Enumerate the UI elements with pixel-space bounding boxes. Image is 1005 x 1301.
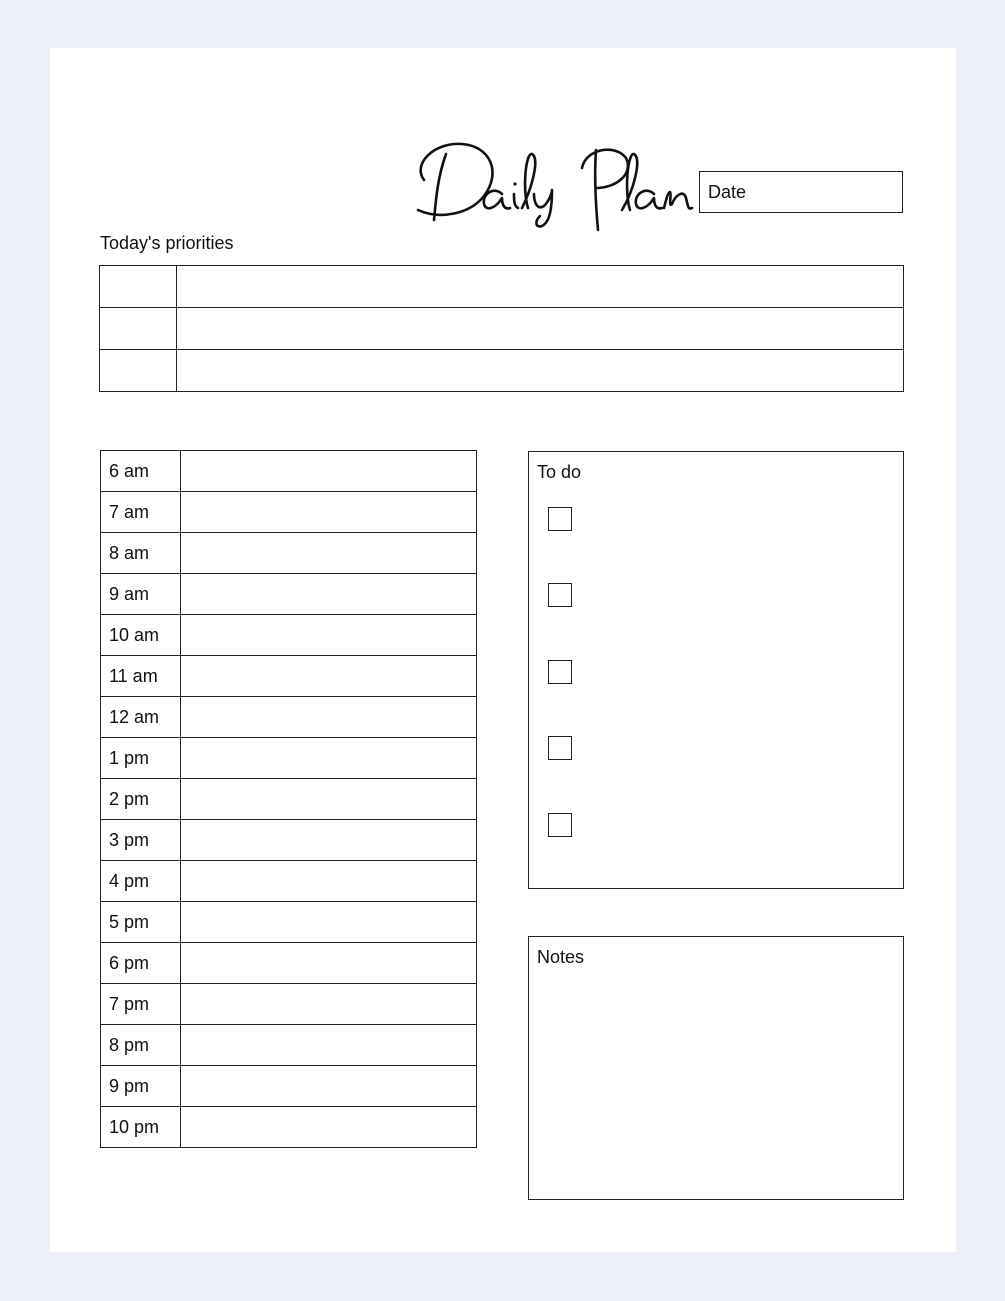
priority-row[interactable] xyxy=(100,308,904,350)
todo-checkbox[interactable] xyxy=(548,660,572,684)
time-label: 8 pm xyxy=(101,1025,181,1066)
hourly-schedule-table xyxy=(100,450,477,1148)
schedule-row xyxy=(101,943,477,984)
schedule-row xyxy=(101,697,477,738)
script-title-lettering xyxy=(410,128,700,240)
schedule-entry-cell[interactable] xyxy=(181,574,477,615)
time-label: 3 pm xyxy=(101,820,181,861)
page-title xyxy=(410,128,700,240)
schedule-entry-cell[interactable] xyxy=(181,615,477,656)
planner-page xyxy=(50,48,956,1252)
schedule-row xyxy=(101,984,477,1025)
priority-number-cell[interactable] xyxy=(100,350,177,392)
date-field[interactable] xyxy=(699,171,903,213)
schedule-row xyxy=(101,615,477,656)
time-label: 7 am xyxy=(101,492,181,533)
schedule-row xyxy=(101,738,477,779)
time-label: 8 am xyxy=(101,533,181,574)
schedule-entry-cell[interactable] xyxy=(181,1025,477,1066)
todo-checkbox[interactable] xyxy=(548,813,572,837)
time-label: 5 pm xyxy=(101,902,181,943)
schedule-entry-cell[interactable] xyxy=(181,492,477,533)
schedule-row xyxy=(101,656,477,697)
notes-box[interactable] xyxy=(528,936,904,1200)
schedule-row xyxy=(101,1066,477,1107)
schedule-row xyxy=(101,451,477,492)
schedule-entry-cell[interactable] xyxy=(181,738,477,779)
time-label: 2 pm xyxy=(101,779,181,820)
todo-checkbox[interactable] xyxy=(548,583,572,607)
schedule-row xyxy=(101,533,477,574)
priority-row[interactable] xyxy=(100,266,904,308)
priorities-table xyxy=(99,265,904,392)
time-label: 10 am xyxy=(101,615,181,656)
date-label: Date xyxy=(708,182,747,202)
schedule-entry-cell[interactable] xyxy=(181,820,477,861)
time-label: 1 pm xyxy=(101,738,181,779)
schedule-entry-cell[interactable] xyxy=(181,902,477,943)
schedule-entry-cell[interactable] xyxy=(181,697,477,738)
schedule-row xyxy=(101,902,477,943)
priority-text-cell[interactable] xyxy=(177,266,904,308)
schedule-entry-cell[interactable] xyxy=(181,451,477,492)
time-label: 12 am xyxy=(101,697,181,738)
priority-number-cell[interactable] xyxy=(100,308,177,350)
todo-box xyxy=(528,451,904,889)
schedule-entry-cell[interactable] xyxy=(181,1107,477,1148)
time-label: 10 pm xyxy=(101,1107,181,1148)
schedule-row xyxy=(101,779,477,820)
schedule-entry-cell[interactable] xyxy=(181,943,477,984)
priority-text-cell[interactable] xyxy=(177,350,904,392)
schedule-row xyxy=(101,861,477,902)
time-label: 4 pm xyxy=(101,861,181,902)
priority-text-cell[interactable] xyxy=(177,308,904,350)
schedule-entry-cell[interactable] xyxy=(181,779,477,820)
schedule-row xyxy=(101,492,477,533)
time-label: 9 pm xyxy=(101,1066,181,1107)
notes-label: Notes xyxy=(537,947,585,967)
schedule-row xyxy=(101,574,477,615)
schedule-row xyxy=(101,1107,477,1148)
time-label: 11 am xyxy=(101,656,181,697)
schedule-row xyxy=(101,1025,477,1066)
priority-row[interactable] xyxy=(100,350,904,392)
priority-number-cell[interactable] xyxy=(100,266,177,308)
todo-label: To do xyxy=(537,462,582,482)
time-label: 6 pm xyxy=(101,943,181,984)
todo-checkbox[interactable] xyxy=(548,736,572,760)
time-label: 6 am xyxy=(101,451,181,492)
time-label: 7 pm xyxy=(101,984,181,1025)
todo-checkbox[interactable] xyxy=(548,507,572,531)
schedule-entry-cell[interactable] xyxy=(181,861,477,902)
schedule-row xyxy=(101,820,477,861)
schedule-entry-cell[interactable] xyxy=(181,533,477,574)
schedule-entry-cell[interactable] xyxy=(181,656,477,697)
priorities-label: Today's priorities xyxy=(100,233,234,253)
time-label: 9 am xyxy=(101,574,181,615)
schedule-entry-cell[interactable] xyxy=(181,984,477,1025)
schedule-entry-cell[interactable] xyxy=(181,1066,477,1107)
